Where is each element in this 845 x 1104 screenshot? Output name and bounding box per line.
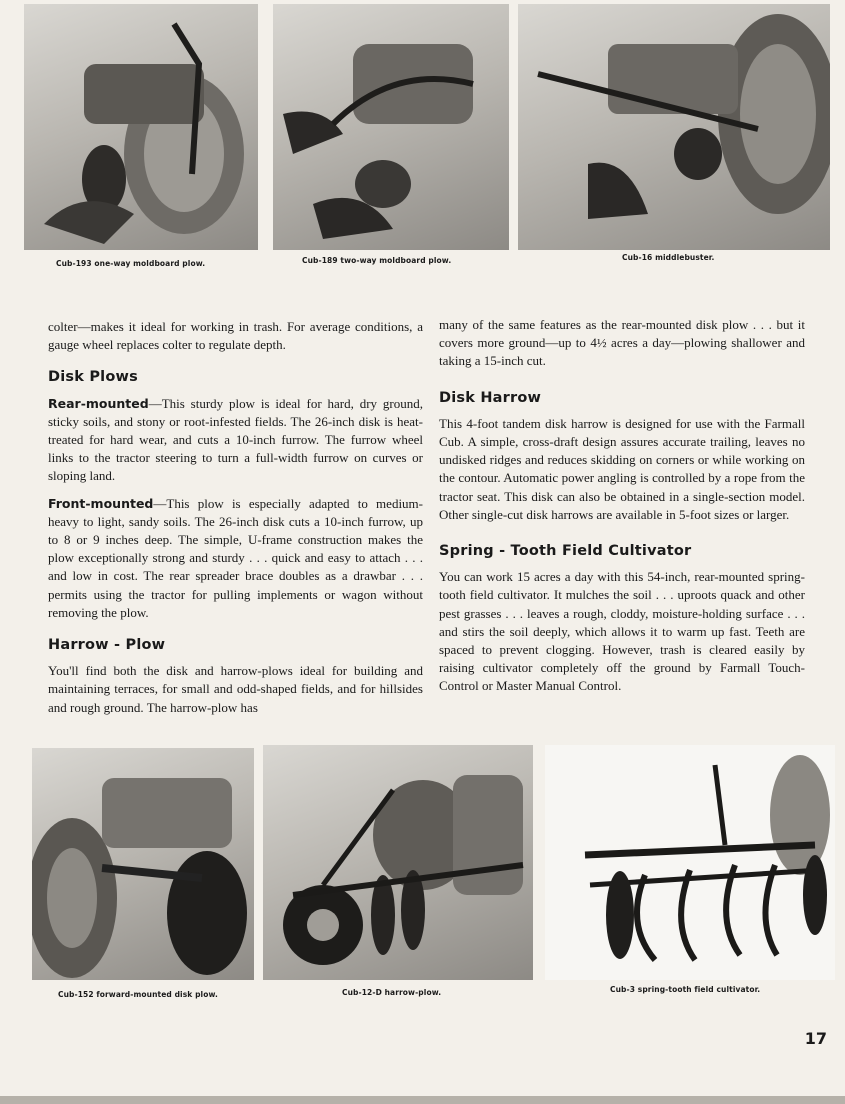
- caption-cub-3: Cub-3 spring-tooth field cultivator.: [610, 985, 761, 994]
- left-column: [48, 318, 423, 726]
- cultivator-text: You can work 15 acres a day with this 54-inch, rear-mounted spring-tooth field cultivator. It mulches the soil . . . uproots quack and other pest grasses . . . leaves a rough, cloddy, moisture-holding surface . . . and stirs the soil deeply, which allows it to warm up fast. Teeth are spaced to prevent clogging. However, trash is cleared easily by raising cultivator completely off the ground by Farmall Touch-Control or Master Manual Control.: [439, 569, 805, 694]
- rear-mounted-text: —This sturdy plow is ideal for hard, dry ground, sticky soils, and stony or root-infested fields. The 26-inch disk is heat-treated for hard wear, and cuts a 10-inch furrow. The furrow wheel links to the tractor steering to turn a full-width furrow on curves or sloping land.: [48, 395, 423, 484]
- page-number: 17: [804, 1029, 827, 1048]
- heading-disk-harrow: Disk Harrow: [439, 389, 542, 406]
- front-mounted-text: —This plow is especially adapted to medium-heavy to light, sandy soils. The 26-inch disk cuts a 10-inch furrow, up to 8 or 9 inches deep. The simple, U-frame construction makes the plow exceptionally strong and sturdy . . . quick and easy to attach . . . and low in cost. The rear spreader brace doubles as a drawbar . . . permits using the tractor for pulling implements or wagon without removing the plow.: [48, 495, 423, 620]
- caption-cub-12-d: Cub-12-D harrow-plow.: [342, 988, 442, 997]
- photo-cub-152-disk-plow: [32, 748, 254, 980]
- harrow-plow-illustration: [263, 745, 533, 980]
- plow-illustration: [24, 4, 258, 250]
- page-edge: [0, 1096, 845, 1104]
- rear-mounted-paragraph: [48, 395, 423, 486]
- disk-plow-illustration: [32, 748, 254, 980]
- photo-cub-16-middlebuster: [518, 4, 830, 250]
- bleed-through-text: [20, 268, 410, 318]
- front-mounted-lead: Front-mounted: [48, 495, 154, 511]
- harrow-plow-text: You'll find both the disk and harrow-plows ideal for building and maintaining terraces, for small and odd-shaped fields, and for hillsides and rough ground. The harrow-plow has: [48, 663, 423, 715]
- front-mounted-paragraph: [48, 495, 423, 622]
- caption-cub-152: Cub-152 forward-mounted disk plow.: [58, 990, 218, 999]
- two-way-plow-illustration: [273, 4, 509, 250]
- heading-spring-tooth-cultivator: Spring - Tooth Field Cultivator: [439, 543, 692, 560]
- heading-disk-plows: Disk Plows: [48, 369, 138, 386]
- photo-cub-193-plow: [24, 4, 258, 250]
- cultivator-illustration: [545, 745, 835, 980]
- photo-cub-189-plow: [273, 4, 509, 250]
- photo-cub-3-cultivator: [545, 745, 835, 980]
- caption-cub-189: Cub-189 two-way moldboard plow.: [302, 256, 452, 265]
- photo-cub-12-d-harrow-plow: [263, 745, 533, 980]
- rear-mounted-lead: Rear-mounted: [48, 395, 149, 411]
- left-intro: colter—makes it ideal for working in trash. For average conditions, a gauge wheel replaces colter to regulate depth.: [48, 319, 423, 353]
- right-intro: many of the same features as the rear-mounted disk plow . . . but it covers more ground—up to 4½ acres a day—plowing shallower and taking a 15-inch cut.: [439, 317, 805, 369]
- heading-harrow-plow: Harrow - Plow: [48, 637, 166, 654]
- middlebuster-illustration: [518, 4, 830, 250]
- caption-cub-16: Cub-16 middlebuster.: [622, 253, 715, 262]
- right-column: [439, 316, 805, 705]
- caption-cub-193: Cub-193 one-way moldboard plow.: [56, 259, 206, 268]
- disk-harrow-text: This 4-foot tandem disk harrow is designed for use with the Farmall Cub. A simple, cross-draft design assures accurate trailing, leaves no undisked ridges and reduces skidding on corners or while working on the contour. Automatic power angling is controlled by a rope from the tractor seat. This disk can also be obtained in a single-section model. Other single-cut disk harrows are available in 5-foot sizes or larger.: [439, 415, 805, 522]
